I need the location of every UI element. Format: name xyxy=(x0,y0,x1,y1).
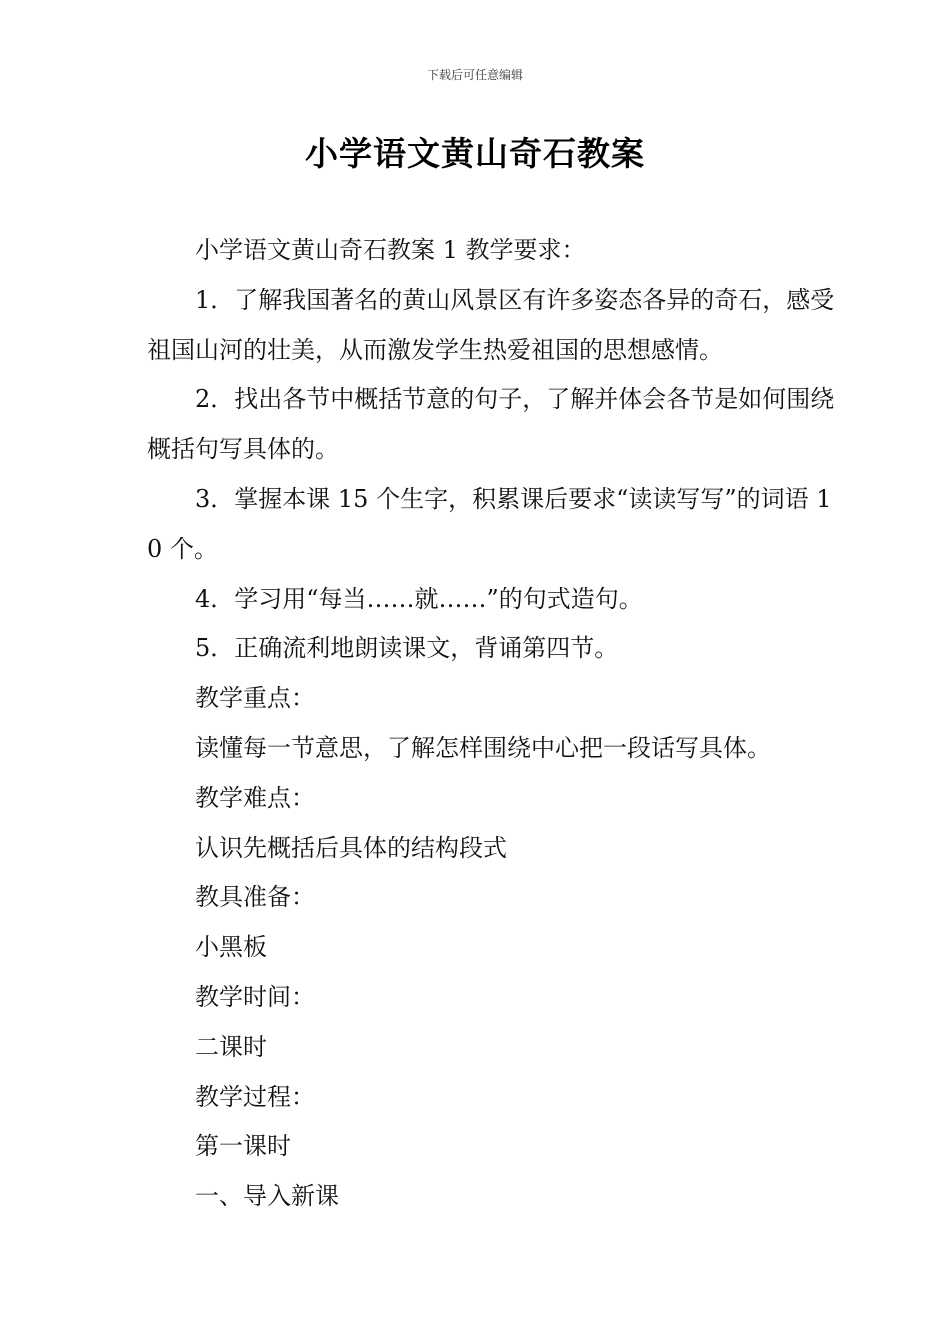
heading-materials: 教具准备： xyxy=(195,883,315,912)
paragraph-time: 二课时 xyxy=(195,1032,267,1061)
heading-difficulties: 教学难点： xyxy=(195,783,315,812)
heading-process: 教学过程： xyxy=(195,1082,315,1111)
document-body xyxy=(147,226,837,1222)
paragraph-requirement-4: 4．学习用“每当……就……”的句式造句。 xyxy=(195,584,643,613)
paragraph-intro-new-lesson: 一、导入新课 xyxy=(195,1182,339,1211)
paragraph-difficulties: 认识先概括后具体的结构段式 xyxy=(195,833,507,862)
paragraph-requirement-3: 3．掌握本课 15 个生字，积累课后要求“读读写写”的词语 10 个。 xyxy=(147,484,832,563)
header-note: 下载后可任意编辑 xyxy=(426,68,523,82)
heading-time: 教学时间： xyxy=(195,982,315,1011)
document-title: 小学语文黄山奇石教案 xyxy=(305,134,645,173)
paragraph-requirement-1: 1．了解我国著名的黄山风景区有许多姿态各异的奇石，感受祖国山河的壮美，从而激发学生热爱祖国的思想感情。 xyxy=(147,285,835,364)
paragraph-first-lesson: 第一课时 xyxy=(195,1132,291,1161)
paragraph-key-points: 读懂每一节意思，了解怎样围绕中心把一段话写具体。 xyxy=(195,733,771,762)
paragraph-requirement-2: 2．找出各节中概括节意的句子，了解并体会各节是如何围绕概括句写具体的。 xyxy=(147,385,835,464)
heading-key-points: 教学重点： xyxy=(195,684,315,713)
paragraph-intro: 小学语文黄山奇石教案 1 教学要求： xyxy=(195,236,586,264)
paragraph-requirement-5: 5．正确流利地朗读课文，背诵第四节。 xyxy=(195,634,619,663)
paragraph-materials: 小黑板 xyxy=(195,933,267,962)
